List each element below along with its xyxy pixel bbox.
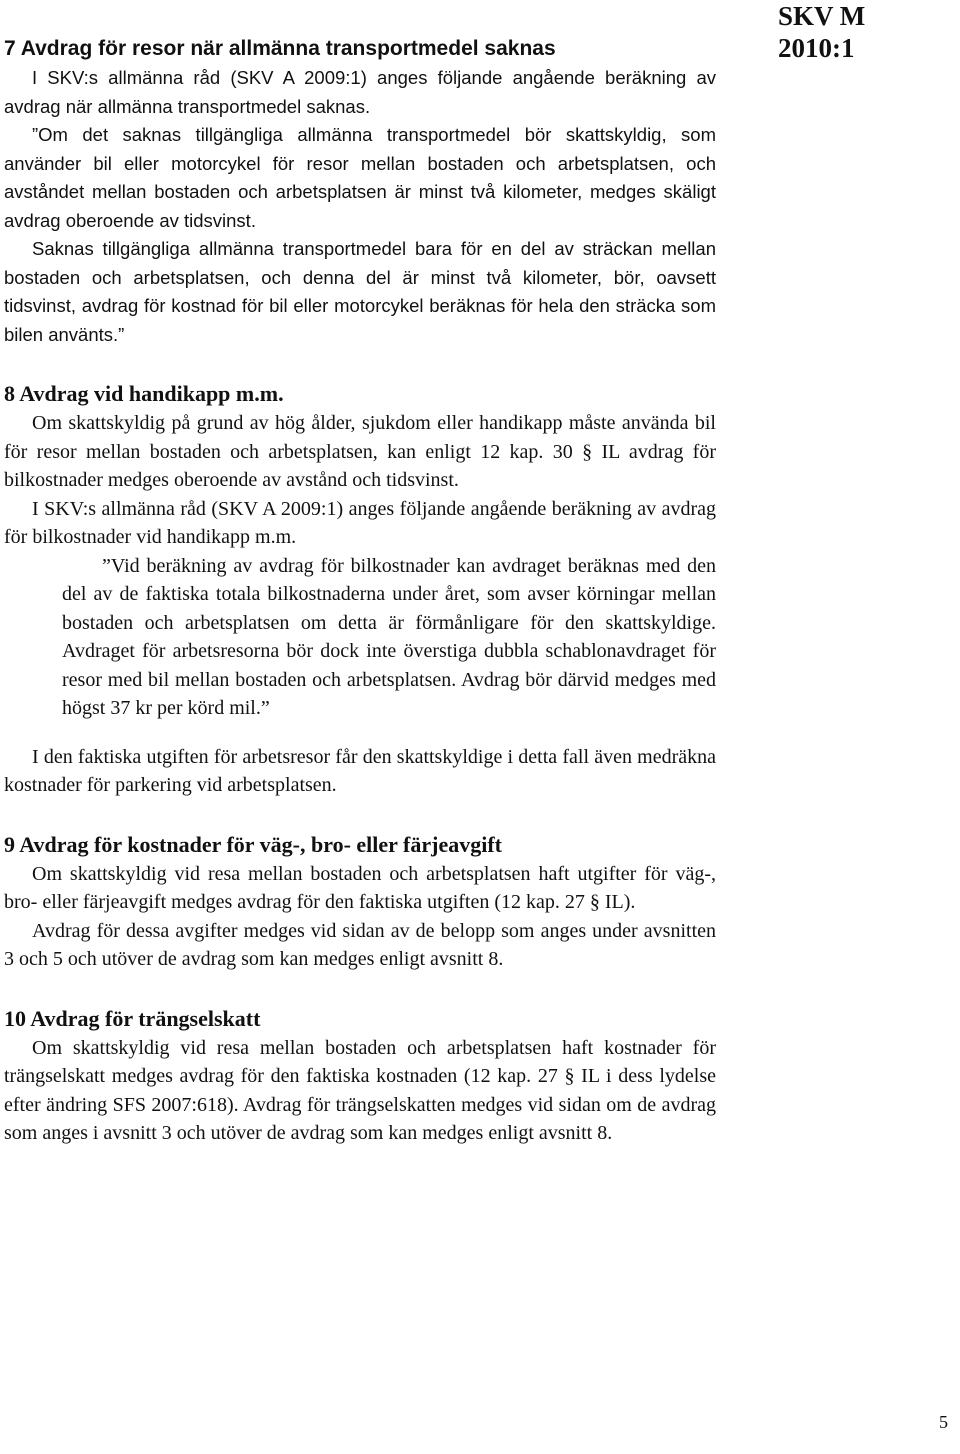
section-8-paragraph-2: I SKV:s allmänna råd (SKV A 2009:1) anges följande angående beräkning av avdrag för bilkostnader vid handikapp m.m. bbox=[4, 497, 716, 548]
section-8-paragraph-1: Om skattskyldig på grund av hög ålder, sjukdom eller handikapp måste använda bil för resor mellan bostaden och arbetsplatsen, kan enligt 12 kap. 30 § IL avdrag för bilkostnader medges oberoende av avstånd och tidsvinst. bbox=[4, 412, 716, 491]
section-9-title: 9 Avdrag för kostnader för väg-, bro- eller färjeavgift bbox=[4, 831, 502, 857]
section-8 bbox=[4, 379, 716, 800]
section-10-paragraph-1: Om skattskyldig vid resa mellan bostaden och arbetsplatsen haft kostnader för trängselskatt medges avdrag för den faktiska kostnaden (12 kap. 27 § IL i dess lydelse efter ändring SFS 2007:618). Avdrag för trängselskatten medges vid sidan om de avdrag som anges i avsnitt 3 och utöver de avdrag som kan medges enligt avsnitt 8. bbox=[4, 1036, 716, 1144]
section-7-intro: I SKV:s allmänna råd (SKV A 2009:1) anges följande angående beräkning av avdrag när allmänna transportmedel saknas. bbox=[4, 67, 716, 117]
section-10-title: 10 Avdrag för trängselskatt bbox=[4, 1005, 261, 1031]
section-8-title: 8 Avdrag vid handikapp m.m. bbox=[4, 381, 284, 406]
section-7 bbox=[4, 34, 716, 349]
document-code bbox=[778, 0, 948, 64]
document-code-line2: 2010:1 bbox=[778, 33, 855, 63]
section-7-quote-paragraph-1: ”Om det saknas tillgängliga allmänna transportmedel bör skattskyldig, som använder bil eller motorcykel för resor mellan bostaden och arbetsplatsen, och avståndet mellan bostaden och arbetsplatsen är minst två kilometer, medges skäligt avdrag oberoende av tidsvinst. bbox=[4, 124, 716, 231]
section-9-paragraph-2: Avdrag för dessa avgifter medges vid sidan av de belopp som anges under avsnitten 3 och 5 och utöver de avdrag som kan medges enligt avsnitt 8. bbox=[4, 919, 716, 970]
document-code-line1: SKV M bbox=[778, 1, 866, 31]
section-10 bbox=[4, 1004, 716, 1148]
section-8-paragraph-3: I den faktiska utgiften för arbetsresor får den skattskyldige i detta fall även medräkna kostnader för parkering vid arbetsplatsen. bbox=[4, 745, 716, 796]
document-body bbox=[4, 34, 716, 1148]
section-9-paragraph-1: Om skattskyldig vid resa mellan bostaden och arbetsplatsen haft utgifter för väg-, bro- eller färjeavgift medges avdrag för den faktiska utgiften (12 kap. 27 § IL). bbox=[4, 862, 716, 913]
section-7-quote-paragraph-2: Saknas tillgängliga allmänna transportmedel bara för en del av sträckan mellan bostaden och arbetsplatsen, och denna del är minst två kilometer, bör, oavsett tidsvinst, avdrag för kostnad för bil eller motorcykel beräknas för hela den sträcka som bilen använts.” bbox=[4, 238, 716, 345]
section-7-title: 7 Avdrag för resor när allmänna transportmedel saknas bbox=[4, 37, 556, 60]
page-number: 5 bbox=[939, 1412, 948, 1432]
section-9 bbox=[4, 830, 716, 974]
section-8-quote: ”Vid beräkning av avdrag för bilkostnader kan avdraget beräknas med den del av de faktiska totala bilkostnaderna under året, som avser körningar mellan bostaden och arbetsplatsen om detta är förmånligare för den skattskyldige. Avdraget för arbetsresorna bör dock inte överstiga dubbla schablonavdraget för resor med bil mellan bostaden och arbetsplatsen. Avdrag bör därvid medges med högst 37 kr per körd mil.” bbox=[62, 554, 716, 719]
